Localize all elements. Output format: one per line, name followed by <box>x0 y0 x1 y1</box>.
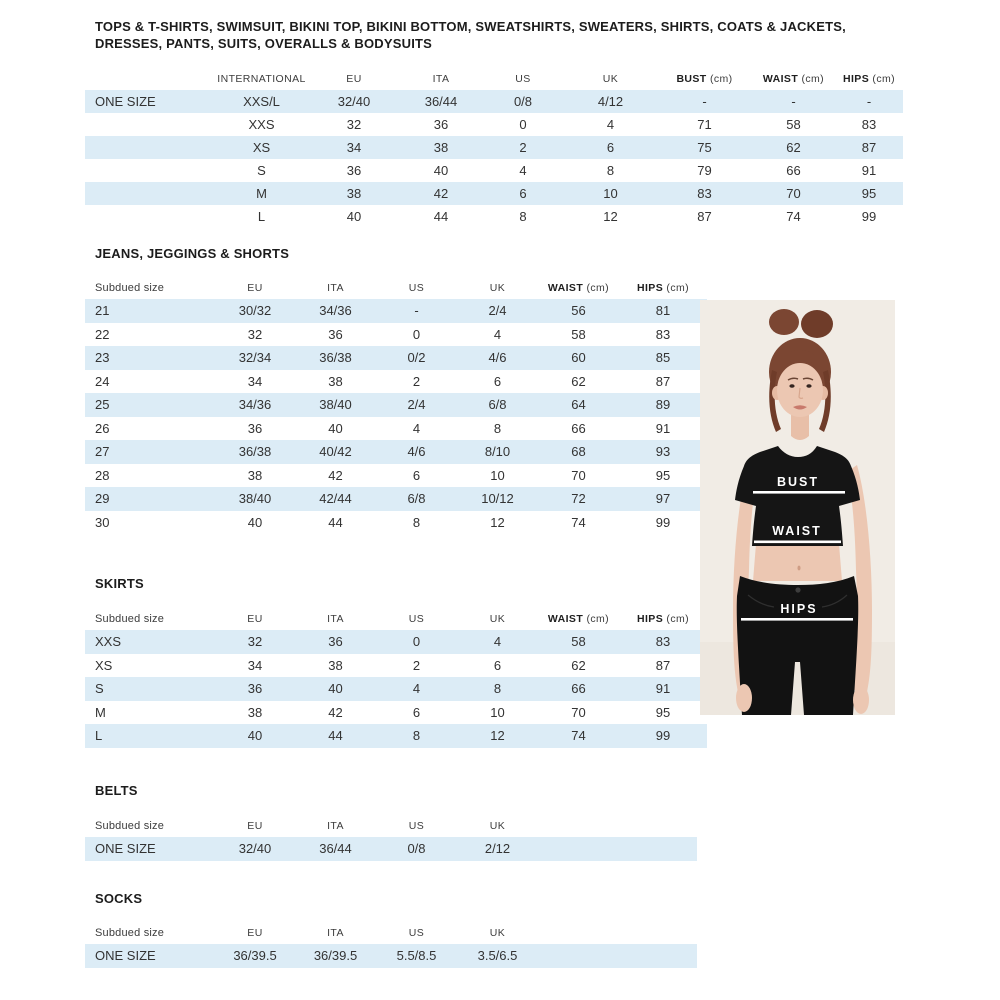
table-cell: 36/38 <box>215 440 295 464</box>
col-header-blank <box>85 68 215 90</box>
table-cell: 8 <box>493 420 502 436</box>
col-header-ita: ITA <box>327 282 344 294</box>
table-cell: 27 <box>85 440 215 464</box>
table-row <box>85 440 707 464</box>
table-row <box>85 724 707 748</box>
table-cell: 0 <box>376 630 457 654</box>
table-cell: 4/6 <box>457 346 538 370</box>
table-cell: 8 <box>412 514 421 530</box>
table-cell: 83 <box>619 630 707 654</box>
skirts-size-table <box>85 608 707 748</box>
table-cell: M <box>95 704 106 720</box>
table-cell: 91 <box>655 420 671 436</box>
bust-label: BUST <box>776 475 820 489</box>
table-cell: 95 <box>655 467 671 483</box>
table-cell: 8 <box>519 209 527 224</box>
table-cell: 24 <box>95 373 110 389</box>
table-cell: 25 <box>85 393 215 417</box>
table-cell: 42 <box>400 182 482 205</box>
table-cell: XXS <box>85 630 215 654</box>
table-cell: 70 <box>752 182 835 205</box>
section-heading-belts: BELTS <box>95 783 138 798</box>
table-cell: 36 <box>346 163 362 178</box>
belts-size-table <box>85 815 697 861</box>
col-header-waist: WAIST (cm) <box>547 613 610 625</box>
table-cell: L <box>85 724 215 748</box>
table-cell: 2 <box>412 373 421 389</box>
table-cell: 6 <box>564 136 657 159</box>
table-cell: 38 <box>247 467 263 483</box>
model-right-hand <box>853 686 869 714</box>
model-eye-left <box>789 384 794 388</box>
table-cell: 70 <box>571 704 586 720</box>
col-header-waist: WAIST (cm) <box>762 73 825 85</box>
table-cell: 32 <box>215 630 295 654</box>
table-cell: 6/8 <box>376 487 457 511</box>
table-cell: 32/40 <box>215 837 295 861</box>
filler-cell <box>538 944 697 968</box>
table-cell: 91 <box>861 163 877 178</box>
table-row <box>85 113 903 136</box>
section-heading-jeans: JEANS, JEGGINGS & SHORTS <box>95 246 290 261</box>
model-hair-bun-right <box>801 310 833 338</box>
col-header-subdued-size: Subdued size <box>95 927 165 939</box>
table-cell: 10 <box>490 467 505 483</box>
hips-measurement-line <box>741 618 853 621</box>
table-cell: - <box>376 299 457 323</box>
col-header-eu: EU <box>247 820 263 832</box>
table-cell: 99 <box>861 209 877 224</box>
table-cell: ONE SIZE <box>85 837 215 861</box>
table-cell: 44 <box>328 514 343 530</box>
table-cell: - <box>752 90 835 113</box>
col-header-subdued-size: Subdued size <box>95 282 165 294</box>
table-cell: 6 <box>412 467 421 483</box>
col-header-bust: BUST (cm) <box>676 73 733 85</box>
jeans-size-table <box>85 277 707 534</box>
filler-cell <box>538 815 697 837</box>
waist-label: WAIST <box>772 524 822 538</box>
col-header-ita: ITA <box>327 927 344 939</box>
col-header-waist: WAIST (cm) <box>547 282 610 294</box>
table-cell: 36/38 <box>295 346 376 370</box>
table-cell: 40 <box>328 420 343 436</box>
table-cell: 87 <box>655 657 671 673</box>
table-cell: 36 <box>328 326 343 342</box>
filler-cell <box>538 837 697 861</box>
table-cell: 4/12 <box>564 90 657 113</box>
col-header-uk: UK <box>489 613 506 625</box>
table-cell: 0/2 <box>376 346 457 370</box>
table-cell: 4 <box>376 677 457 701</box>
table-cell: 81 <box>619 299 707 323</box>
table-cell: 34 <box>308 136 400 159</box>
table-row <box>85 944 697 968</box>
model-eye-right <box>806 384 811 388</box>
col-header-international: INTERNATIONAL <box>217 73 306 85</box>
table-cell: 36 <box>215 677 295 701</box>
section-heading-socks: SOCKS <box>95 891 143 906</box>
col-header-us: US <box>408 820 425 832</box>
table-cell: 72 <box>538 487 619 511</box>
table-row <box>85 346 707 370</box>
table-cell: 4 <box>606 117 615 132</box>
col-header-us: US <box>408 282 425 294</box>
table-cell: 95 <box>835 182 903 205</box>
table-cell: 36 <box>433 117 449 132</box>
section-heading-skirts: SKIRTS <box>95 576 144 591</box>
table-cell: 40 <box>346 209 362 224</box>
table-cell: 28 <box>95 467 110 483</box>
table-cell <box>85 182 215 205</box>
table-cell: 93 <box>619 440 707 464</box>
table-cell: 2 <box>412 657 421 673</box>
table-cell <box>85 136 215 159</box>
table-cell: 70 <box>571 467 586 483</box>
jeans-button <box>795 587 800 592</box>
table-cell: 42 <box>328 704 343 720</box>
table-cell: 3.5/6.5 <box>457 944 538 968</box>
table-cell: 44 <box>295 724 376 748</box>
col-header-eu: EU <box>247 613 263 625</box>
table-cell: 10/12 <box>457 487 538 511</box>
size-guide-model-photo <box>700 300 895 715</box>
table-cell: 4 <box>412 420 421 436</box>
table-row <box>85 701 707 725</box>
table-cell: 95 <box>655 704 671 720</box>
table-cell: 56 <box>538 299 619 323</box>
table-cell: 12 <box>490 514 505 530</box>
col-header-us: US <box>408 613 425 625</box>
col-header-eu: EU <box>247 927 263 939</box>
table-cell: 32 <box>346 117 362 132</box>
table-cell: 10 <box>490 704 505 720</box>
table-cell: 99 <box>619 724 707 748</box>
table-cell: 8/10 <box>457 440 538 464</box>
filler-cell <box>538 922 697 944</box>
table-cell: 87 <box>655 373 671 389</box>
table-cell: 38 <box>400 136 482 159</box>
model-midriff <box>753 544 842 581</box>
col-header-subdued-size: Subdued size <box>95 613 165 625</box>
table-cell: 36/39.5 <box>295 944 376 968</box>
table-cell: 38 <box>308 182 400 205</box>
table-row <box>85 182 903 205</box>
table-row <box>85 393 707 417</box>
col-header-ita: ITA <box>327 820 344 832</box>
table-cell: 8 <box>376 724 457 748</box>
table-cell: 83 <box>655 326 671 342</box>
tops-size-table <box>85 68 903 228</box>
table-cell: 36/44 <box>400 90 482 113</box>
table-cell: 4/6 <box>376 440 457 464</box>
table-cell: 40 <box>247 514 263 530</box>
table-cell: ONE SIZE <box>85 944 215 968</box>
table-cell: 38 <box>328 373 343 389</box>
table-cell: 58 <box>538 630 619 654</box>
table-cell: 6 <box>493 657 502 673</box>
table-cell: 38 <box>328 657 343 673</box>
table-cell: 71 <box>697 117 712 132</box>
table-cell: 6 <box>493 373 502 389</box>
table-cell: 36 <box>295 630 376 654</box>
col-header-uk: UK <box>602 73 619 85</box>
socks-size-table <box>85 922 697 968</box>
col-header-hips: HIPS (cm) <box>636 282 690 294</box>
table-cell: 91 <box>619 677 707 701</box>
table-cell: XS <box>95 657 113 673</box>
table-cell: 0 <box>519 117 527 132</box>
table-cell: 8 <box>457 677 538 701</box>
table-cell: 36 <box>247 420 263 436</box>
col-header-hips: HIPS (cm) <box>842 73 896 85</box>
header-row <box>85 608 707 630</box>
table-cell: 2/4 <box>457 299 538 323</box>
table-cell: - <box>835 90 903 113</box>
col-header-us: US <box>515 73 531 85</box>
table-cell: 74 <box>786 209 801 224</box>
table-cell: 32/40 <box>308 90 400 113</box>
table-cell: 40/42 <box>295 440 376 464</box>
table-cell: 38 <box>247 704 263 720</box>
table-cell: 23 <box>85 346 215 370</box>
table-cell: - <box>657 90 752 113</box>
table-cell: 40 <box>433 163 449 178</box>
col-header-subdued-size: Subdued size <box>95 820 165 832</box>
model-hair-bun-left <box>769 309 799 335</box>
table-cell <box>85 159 215 182</box>
header-row <box>85 68 903 90</box>
table-cell <box>85 205 215 228</box>
table-cell: 58 <box>786 117 801 132</box>
table-cell: 97 <box>619 487 707 511</box>
table-cell: 21 <box>85 299 215 323</box>
table-cell: 66 <box>538 677 619 701</box>
table-cell: 6 <box>412 704 421 720</box>
table-row <box>85 90 903 113</box>
table-row <box>85 654 707 678</box>
table-cell: L <box>257 209 266 224</box>
table-cell: 44 <box>433 209 449 224</box>
waist-measurement-line <box>754 541 841 544</box>
table-cell: 0 <box>412 326 421 342</box>
header-row <box>85 277 707 299</box>
header-row <box>85 922 697 944</box>
table-cell: 40 <box>295 677 376 701</box>
col-header-uk: UK <box>489 927 506 939</box>
table-cell: 58 <box>571 326 586 342</box>
bust-measurement-line <box>753 491 845 494</box>
table-cell: XS <box>215 136 308 159</box>
table-cell: 34/36 <box>295 299 376 323</box>
table-row <box>85 677 707 701</box>
table-row <box>85 370 707 394</box>
table-row <box>85 417 707 441</box>
table-cell: XXS/L <box>215 90 308 113</box>
table-cell: ONE SIZE <box>85 90 215 113</box>
table-cell: 99 <box>655 514 671 530</box>
col-header-hips: HIPS (cm) <box>636 613 690 625</box>
table-cell: M <box>215 182 308 205</box>
table-cell: 30/32 <box>215 299 295 323</box>
table-cell: 87 <box>697 209 712 224</box>
table-cell: S <box>85 677 215 701</box>
table-cell: 4 <box>493 326 502 342</box>
col-header-eu: EU <box>346 73 362 85</box>
table-cell: 34 <box>247 373 263 389</box>
table-row <box>85 299 707 323</box>
table-row <box>85 323 707 347</box>
table-cell: 83 <box>657 182 752 205</box>
model-left-hand <box>736 684 752 712</box>
table-cell <box>85 113 215 136</box>
table-cell: 68 <box>538 440 619 464</box>
table-cell: 0/8 <box>482 90 564 113</box>
col-header-ita: ITA <box>432 73 450 85</box>
table-cell: 30 <box>95 514 110 530</box>
col-header-ita: ITA <box>327 613 344 625</box>
table-cell: 22 <box>95 326 110 342</box>
table-cell: 74 <box>571 514 586 530</box>
table-cell: 87 <box>835 136 903 159</box>
table-cell: 38/40 <box>295 393 376 417</box>
table-cell: 40 <box>215 724 295 748</box>
table-cell: 66 <box>786 163 801 178</box>
table-cell: 29 <box>85 487 215 511</box>
table-row <box>85 159 903 182</box>
table-row <box>85 487 707 511</box>
table-cell: 64 <box>538 393 619 417</box>
table-cell: 8 <box>606 163 615 178</box>
table-cell: 79 <box>697 163 712 178</box>
table-cell: 2 <box>482 136 564 159</box>
model-navel <box>798 566 801 571</box>
header-row <box>85 815 697 837</box>
table-cell: 2/4 <box>376 393 457 417</box>
table-cell: 34 <box>247 657 263 673</box>
table-row <box>85 511 707 535</box>
table-cell: S <box>257 163 266 178</box>
col-header-uk: UK <box>489 820 506 832</box>
table-cell: 75 <box>657 136 752 159</box>
table-cell: 36/44 <box>295 837 376 861</box>
col-header-eu: EU <box>247 282 263 294</box>
table-cell: XXS <box>248 117 275 132</box>
table-cell: 36/39.5 <box>215 944 295 968</box>
table-cell: 6 <box>482 182 564 205</box>
table-cell: 38/40 <box>215 487 295 511</box>
table-cell: 26 <box>95 420 110 436</box>
table-cell: 12 <box>603 209 618 224</box>
table-cell: 5.5/8.5 <box>376 944 457 968</box>
col-header-us: US <box>408 927 425 939</box>
table-cell: 85 <box>619 346 707 370</box>
table-cell: 60 <box>538 346 619 370</box>
table-cell: 2/12 <box>457 837 538 861</box>
table-cell: 62 <box>571 657 586 673</box>
table-row <box>85 464 707 488</box>
table-row <box>85 136 903 159</box>
table-cell: 4 <box>457 630 538 654</box>
page-title: TOPS & T-SHIRTS, SWIMSUIT, BIKINI TOP, BIKINI BOTTOM, SWEATSHIRTS, SWEATERS, SHIRTS, COATS & JACKETS, DRESSES, PANTS, SUITS, OVERALLS & BODYSUITS <box>95 19 846 51</box>
table-cell: 66 <box>571 420 586 436</box>
table-cell: 6/8 <box>457 393 538 417</box>
table-cell: 62 <box>752 136 835 159</box>
table-row <box>85 205 903 228</box>
table-cell: 74 <box>538 724 619 748</box>
table-cell: 12 <box>457 724 538 748</box>
table-cell: 10 <box>564 182 657 205</box>
hips-label: HIPS <box>780 602 818 616</box>
table-cell: 83 <box>861 117 877 132</box>
table-cell: 4 <box>519 163 527 178</box>
table-row <box>85 630 707 654</box>
table-cell: 62 <box>571 373 586 389</box>
table-cell: 42/44 <box>295 487 376 511</box>
table-cell: 42 <box>328 467 343 483</box>
table-cell: 32/34 <box>215 346 295 370</box>
table-cell: 89 <box>619 393 707 417</box>
table-cell: 32 <box>247 326 263 342</box>
table-cell: 0/8 <box>376 837 457 861</box>
table-cell: 34/36 <box>215 393 295 417</box>
table-row <box>85 837 697 861</box>
col-header-uk: UK <box>489 282 506 294</box>
